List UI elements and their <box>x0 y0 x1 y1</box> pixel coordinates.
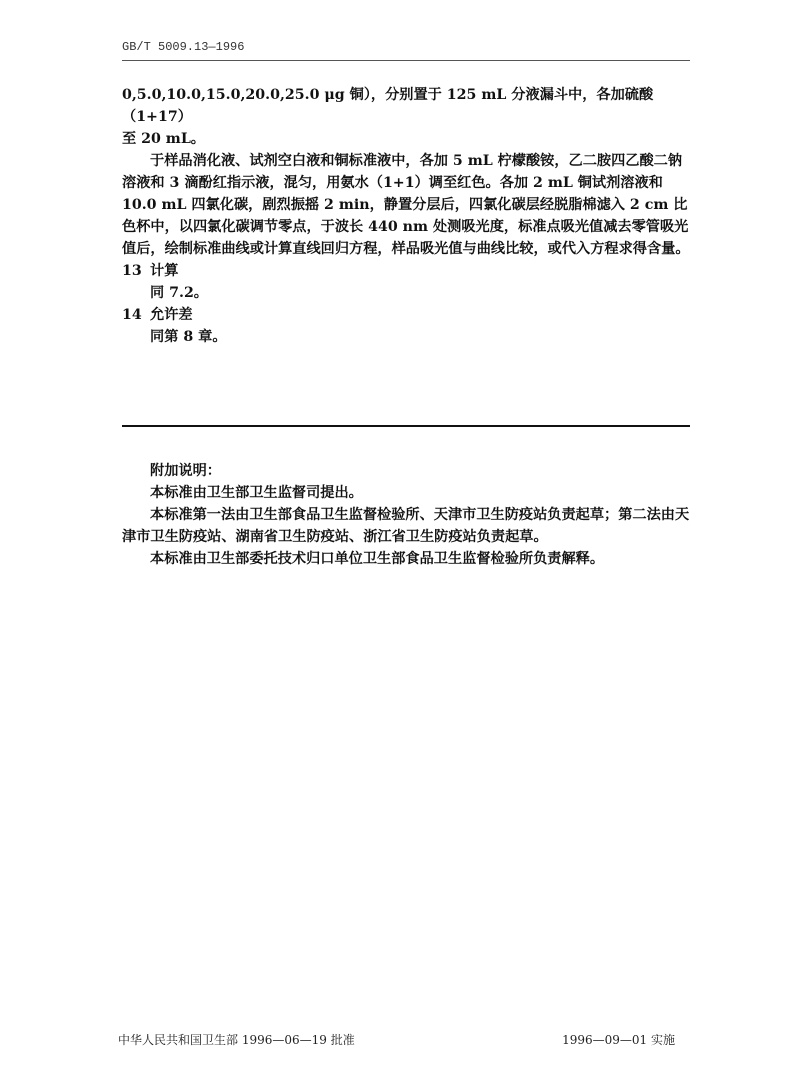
section-14-number: 14 <box>122 307 142 323</box>
additional-notes <box>122 460 692 570</box>
header-divider <box>122 60 690 61</box>
notes-line-2: 本标准第一法由卫生部食品卫生监督检验所、天津市卫生防疫站负责起草；第二法由天津市卫生防疫站、湖南省卫生防疫站、浙江省卫生防疫站负责起草。 <box>122 507 690 545</box>
section-13-heading <box>122 260 692 282</box>
notes-line-1: 本标准由卫生部卫生监督司提出。 <box>150 485 363 501</box>
footer-implementation: 1996—09—01 实施 <box>562 1033 675 1047</box>
end-of-standard-rule <box>122 425 690 427</box>
notes-title: 附加说明： <box>150 463 221 479</box>
section-14-content: 同第 8 章。 <box>150 329 227 345</box>
document-body <box>122 84 692 348</box>
paragraph-continuation-line1: 0,5.0,10.0,15.0,20.0,25.0 μg 铜），分别置于 125 mL 分液漏斗中，各加硫酸（1+17） <box>122 87 654 125</box>
section-13-title: 计算 <box>150 263 179 279</box>
paragraph-continuation-line2: 至 20 mL。 <box>122 131 205 147</box>
footer-approval: 中华人民共和国卫生部 1996—06—19 批准 <box>118 1033 355 1047</box>
section-13-number: 13 <box>122 263 142 279</box>
section-14-heading <box>122 304 692 326</box>
paragraph-procedure: 于样品消化液、试剂空白液和铜标准液中，各加 5 mL 柠檬酸铵，乙二胺四乙酸二钠溶液和 3 滴酚红指示液，混匀，用氨水（1+1）调至红色。各加 2 mL 铜试剂溶液和 10.0 mL 四氯化碳，剧烈振摇 2 min，静置分层后，四氯化碳层经脱脂棉滤入 2 cm 比色杯中，以四氯化碳调节零点，于波长 440 nm 处测吸光度，标准点吸光值减去零管吸光值后，绘制标准曲线或计算直线回归方程，样品吸光值与曲线比较，或代入方程求得含量。 <box>122 153 690 257</box>
section-14-title: 允许差 <box>150 307 193 323</box>
document-header-code: GB/T 5009.13—1996 <box>122 40 245 54</box>
section-13-content: 同 7.2。 <box>150 285 208 301</box>
notes-line-3: 本标准由卫生部委托技术归口单位卫生部食品卫生监督检验所负责解释。 <box>150 551 605 567</box>
